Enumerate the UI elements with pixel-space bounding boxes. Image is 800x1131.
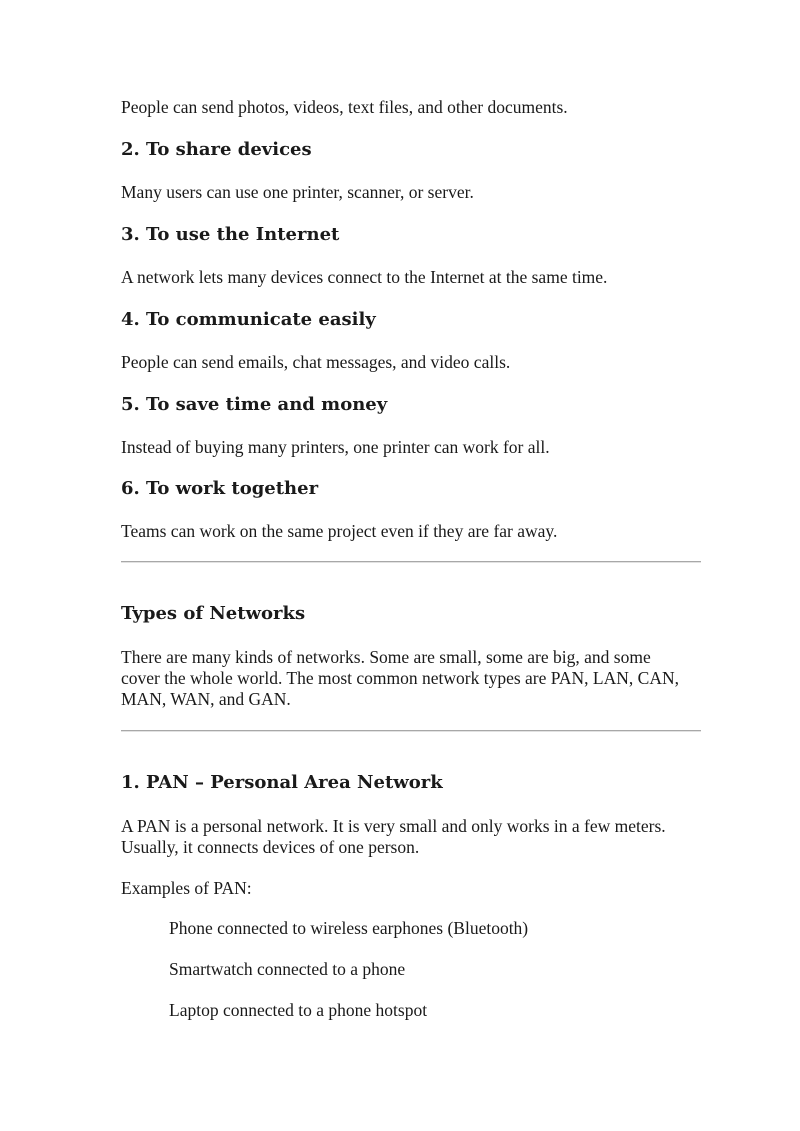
heading-work-together: 6. To work together <box>121 478 319 499</box>
heading-share-devices: 2. To share devices <box>121 139 312 160</box>
intro-paragraph: People can send photos, videos, text files, and other documents. <box>121 97 568 117</box>
paragraph-types-of-networks: There are many kinds of networks. Some are small, some are big, and some cover the whole world. The most common network types are PAN, LAN, CAN, MAN, WAN, and GAN. <box>121 647 679 709</box>
paragraph-pan: A PAN is a personal network. It is very small and only works in a few meters. Usually, it connects devices of one person. <box>121 816 666 857</box>
pan-examples-label: Examples of PAN: <box>121 878 252 898</box>
paragraph-communicate: People can send emails, chat messages, and video calls. <box>121 352 511 372</box>
heading-communicate: 4. To communicate easily <box>121 309 376 330</box>
list-item: Phone connected to wireless earphones (Bluetooth) <box>169 918 529 938</box>
list-item: Smartwatch connected to a phone <box>169 959 406 979</box>
paragraph-work-together: Teams can work on the same project even if they are far away. <box>121 521 558 541</box>
paragraph-share-devices: Many users can use one printer, scanner, or server. <box>121 182 474 202</box>
heading-use-internet: 3. To use the Internet <box>121 224 340 245</box>
heading-save-time: 5. To save time and money <box>121 394 388 415</box>
divider <box>121 730 701 732</box>
divider <box>121 561 701 563</box>
heading-pan: 1. PAN – Personal Area Network <box>121 772 443 793</box>
list-item: Laptop connected to a phone hotspot <box>169 1000 428 1020</box>
paragraph-use-internet: A network lets many devices connect to the Internet at the same time. <box>121 267 608 287</box>
paragraph-save-time: Instead of buying many printers, one printer can work for all. <box>121 437 550 457</box>
heading-types-of-networks: Types of Networks <box>121 603 306 624</box>
